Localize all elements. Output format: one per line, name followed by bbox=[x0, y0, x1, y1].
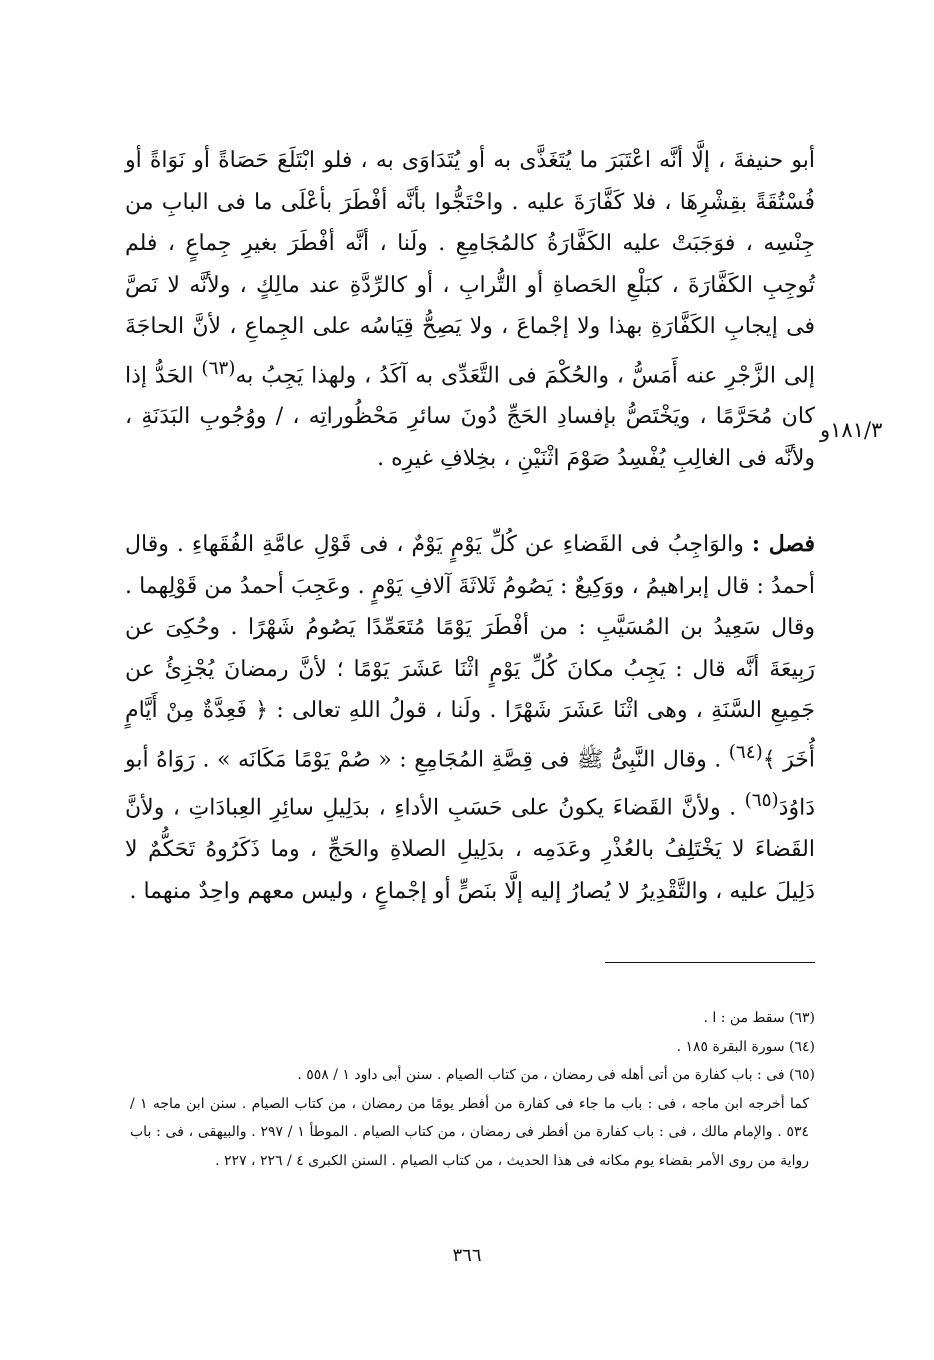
footnote-divider bbox=[605, 962, 815, 963]
paragraph-text-a: والوَاجِبُ فى القَضاءِ عن كُلِّ يَوْمٍ يَوْمٌ ، فى قَوْلِ عامَّةِ الفُقَهاءِ . وقال أحمدُ : قال إبراهيمُ ، ووَكِيعٌ : يَصُومُ ثَلاثَةَ آلافِ يَوْمٍ . وعَجِبَ أحمدُ من قَوْلِهما . وقال سَعِيدُ بن المُسَيَّبِ : من أفْطَرَ يَوْمًا مُتَعَمِّدًا يَصُومُ شَهْرًا . وحُكِىَ عن رَبِيعَةَ أنَّه قال : يَجِبُ مكانَ كُلِّ يَوْمٍ اثْنَا عَشَرَ يَوْمًا ؛ لأنَّ رمضانَ يُجْزِئُ عن جَمِيعِ السَّنَةِ ، وهى اثْنَا عَشَرَ شَهْرًا . ولَنا ، قولُ اللهِ تعالى : ﴿ فَعِدَّةٌ مِنْ أَيَّامٍ أُخَرَ ﴾ bbox=[125, 532, 815, 772]
paragraph-text-c: . ولأنَّ القَضاءَ يكونُ على حَسَبِ الأداءِ ، بدَلِيلِ سائِرِ العِبادَاتِ ، ولأنَّ القَضاءَ لا يَخْتَلِفُ بالعُذْرِ وعَدَمِه ، بدَلِيلِ الصلاةِ والحَجِّ ، وما ذَكَرُوهُ تَحَكُّمٌ لا دَلِيلَ عليه ، والتَّقْدِيرُ لا يُصارُ إليه إلَّا بنَصٍّ أو إجْماعٍ ، وليس معهم واحِدٌ منهما . bbox=[125, 795, 815, 904]
margin-manuscript-reference: ١٨١/٣و bbox=[820, 418, 883, 442]
paragraph bbox=[125, 140, 815, 479]
fasl-paragraph bbox=[125, 524, 815, 912]
footnote-64: (٦٤) سورة البقرة ١٨٥ . bbox=[676, 1038, 815, 1055]
footnote-ref-63: (٦٣) bbox=[201, 357, 236, 379]
main-text-section-1 bbox=[125, 140, 815, 479]
paragraph-text: أبو حنيفةَ ، إلَّا أنَّه اعْتَبَرَ ما يُتَغَذَّى به أو يُتَدَاوَى به ، فلو ابْتَلَعَ حَصَاةً أو نَوَاةً أو فُسْتُقَةً بقِشْرِهَا ، فلا كَفَّارَةَ عليه . واحْتَجُّوا بأنَّه أفْطَرَ بأعْلَى ما فى البابِ من جِنْسِه ، فوَجَبَتْ عليه الكَفَّارَةُ كالمُجَامِعِ . ولَنا ، أنَّه أفْطَرَ بغيرِ جِماعٍ ، فلم تُوجِبِ الكَفَّارَةَ ، كبَلْعِ الحَصاةِ أو التُّرابِ ، أو كالرِّدَّةِ عند مالِكٍ ، ولأنَّه لا نَصَّ فى إيجابِ الكَفَّارَةِ بهذا ولا إجْماعَ ، ولا يَصِحُّ قِيَاسُه على الجِماعِ ، لأنَّ الحاجَةَ إلى الزَّجْرِ عنه أَمَسُّ ، والحُكْمَ فى التَّعَدِّى به آكَدُ ، ولهذا يَجِبُ به bbox=[125, 148, 816, 388]
footnote-ref-64: (٦٤) bbox=[728, 741, 763, 763]
page-number: ٣٦٦ bbox=[452, 1245, 482, 1266]
footnote-65-continuation: كما أخرجه ابن ماجه ، فى : باب ما جاء فى كفارة من أفطر يومًا من رمضان ، من كتاب الصيام . سنن ابن ماجه ١ / ٥٣٤ . والإمام مالك ، فى : باب كفارة من أفطر فى رمضان ، من كتاب الصيام . الموطأ ١ / ٢٩٧ . والبيهقى ، فى : باب رواية من روى الأمر بقضاء يوم مكانه فى هذا الحديث ، من كتاب الصيام . السنن الكبرى ٤ / ٢٢٦ ، ٢٢٧ . bbox=[130, 1095, 809, 1169]
footnote-ref-65: (٦٥) bbox=[744, 790, 779, 812]
fasl-heading: فصل : bbox=[751, 531, 815, 557]
footnote-63: (٦٣) سقط من : ا . bbox=[703, 1010, 815, 1026]
footnotes bbox=[130, 1004, 815, 1175]
main-text-section-2 bbox=[125, 524, 815, 912]
footnote-65: (٦٥) فى : باب كفارة من أتى أهله فى رمضان ، من كتاب الصيام . سنن أبى داود ١ / ٥٥٨ . bbox=[297, 1067, 815, 1083]
paragraph-text-continued: الحَدُّ إذا كان مُحَرَّمًا ، ويَخْتَصُّ بإفسادِ الحَجِّ دُونَ سائرِ مَحْظُوراتِه ، / ووُجُوبِ البَدَنَةِ ، ولأنَّه فى الغالِبِ يُفْسِدُ صَوْمَ اثْنَيْنِ ، بخِلافِ غيرِه . bbox=[125, 362, 815, 471]
paragraph-text-b: . وقال النَّبِىُّ ﷺ فى قِصَّةِ المُجَامِعِ : « صُمْ يَوْمًا مَكَانَه » . رَوَاهُ أبو دَاوُدَ bbox=[125, 746, 815, 821]
